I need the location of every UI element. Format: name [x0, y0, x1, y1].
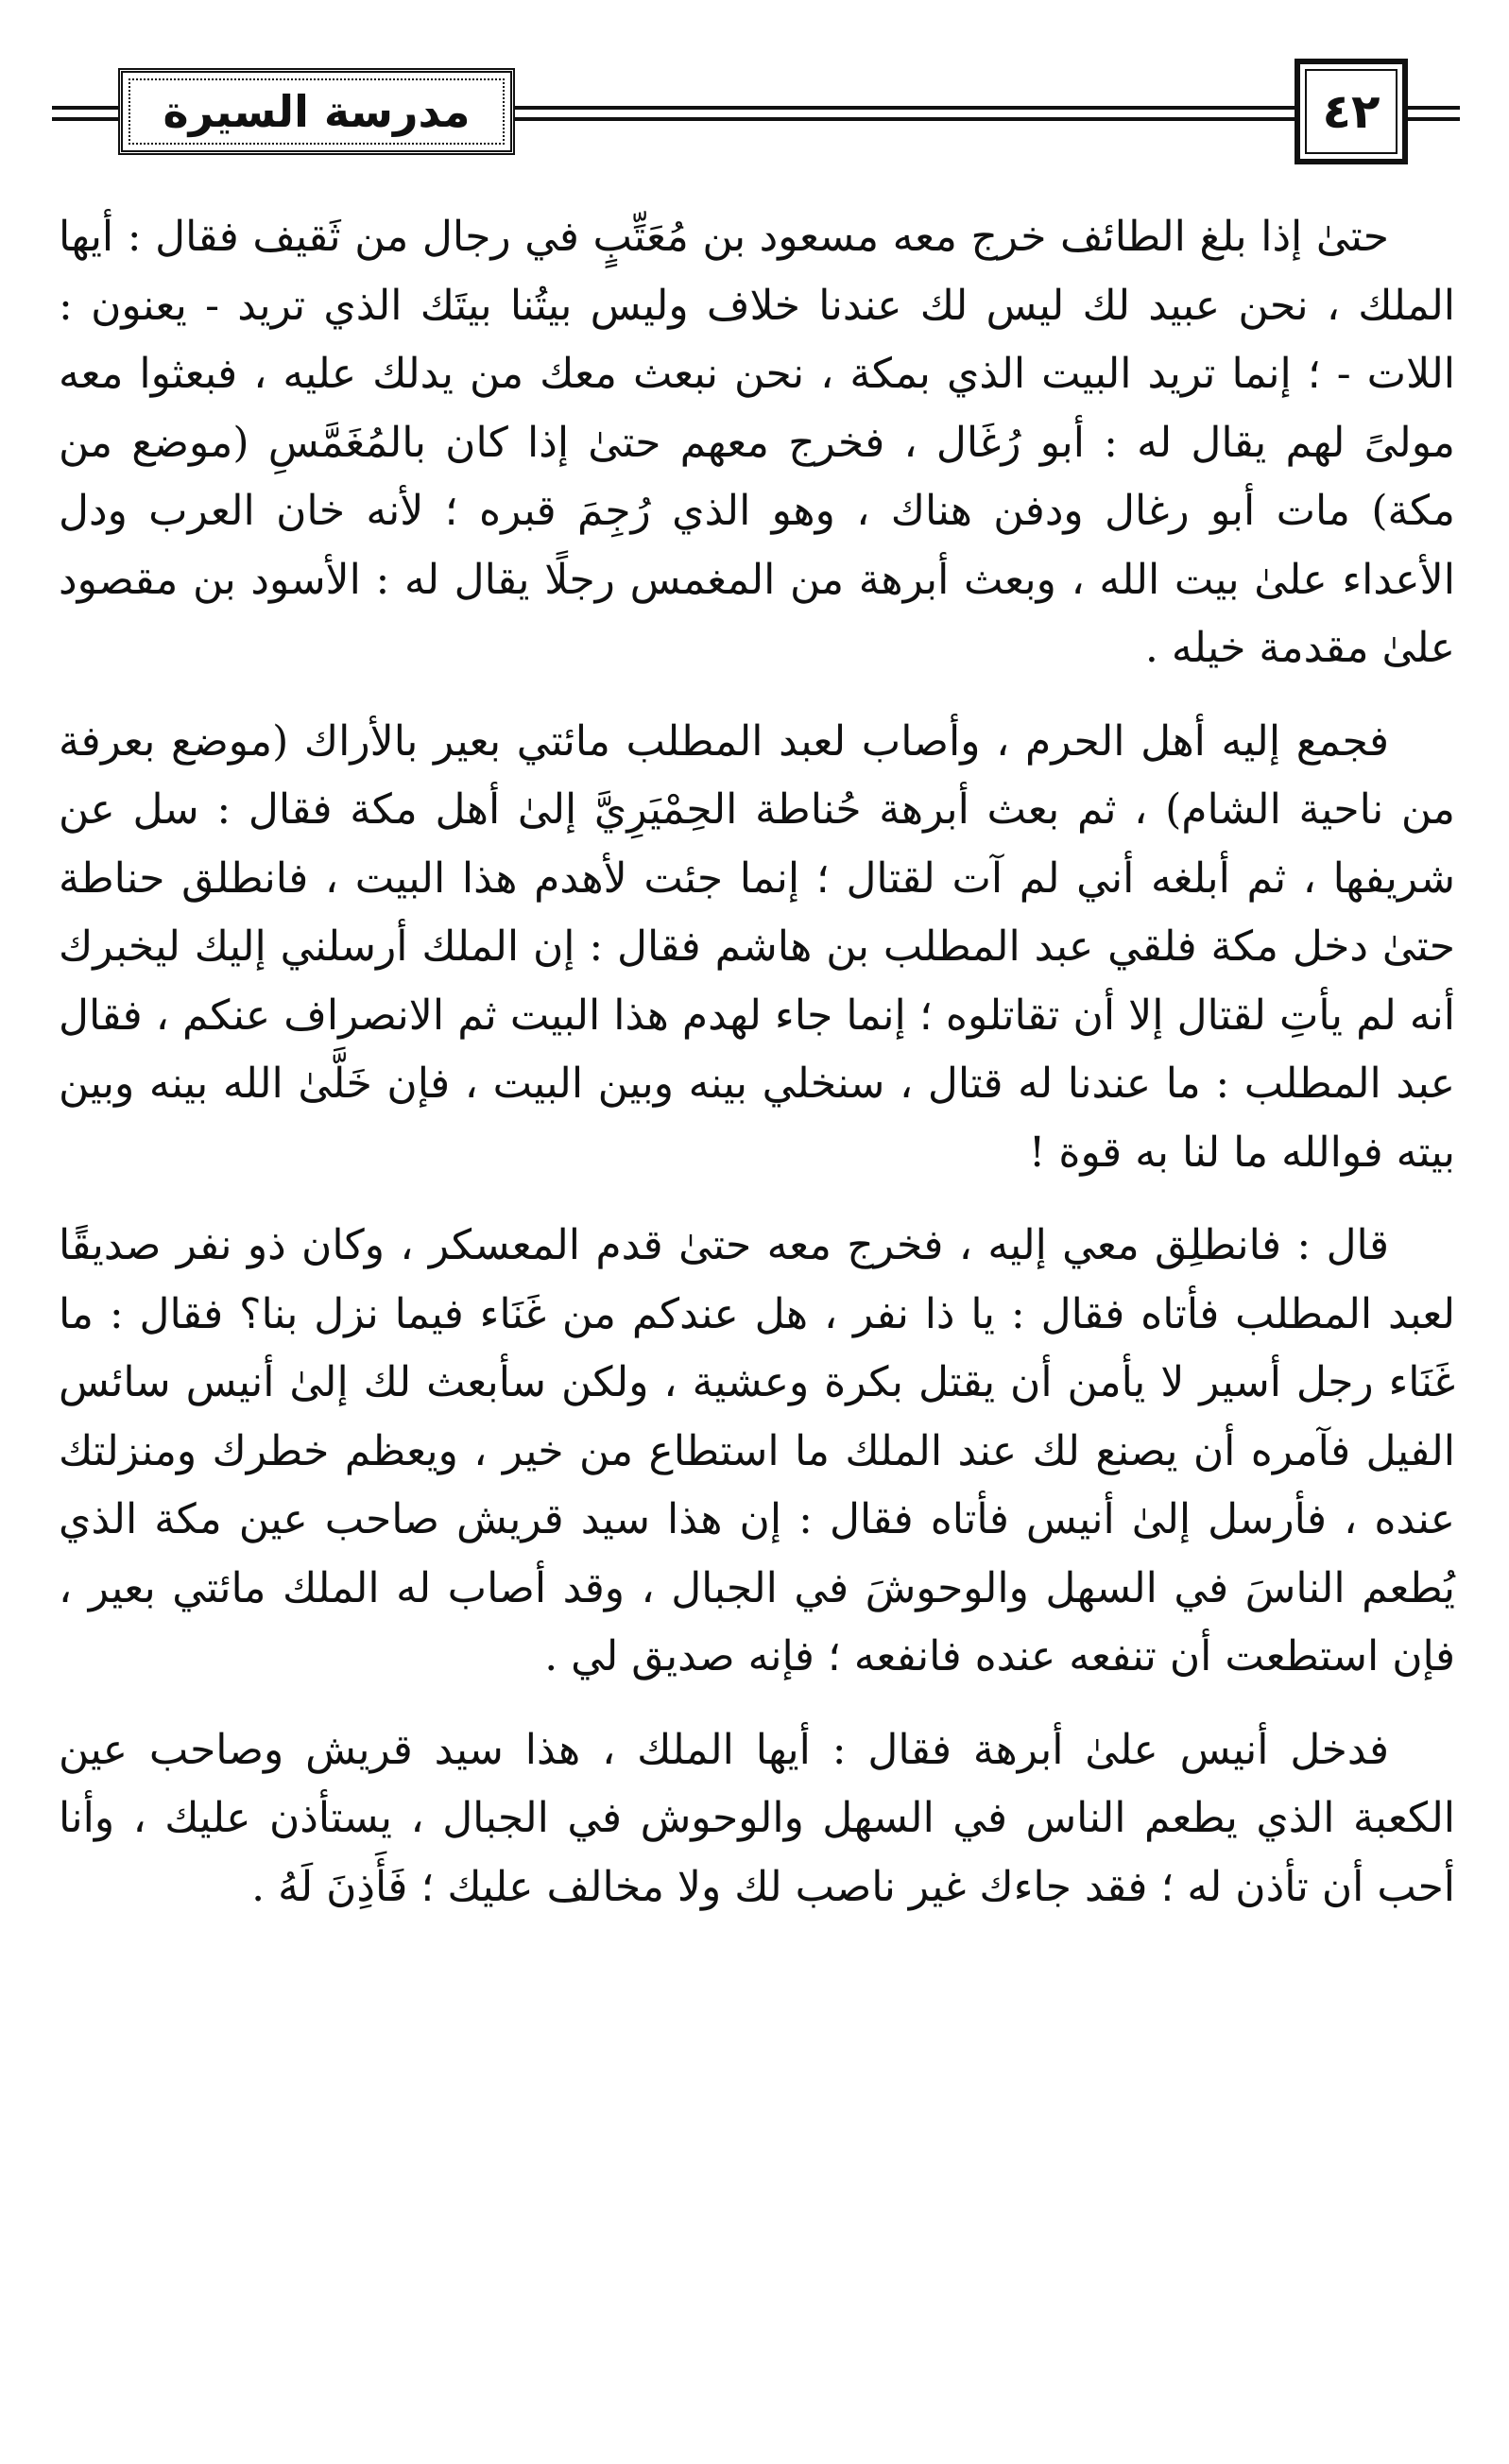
page-body — [59, 203, 1455, 1946]
paragraph: حتىٰ إذا بلغ الطائف خرج معه مسعود بن مُعَتِّبٍ في رجال من ثَقيف فقال : أيها الملك ، نحن عبيد لك ليس لك عندنا خلاف وليس بيتُنا بيتَك الذي تريد - يعنون : اللات - ؛ إنما تريد البيت الذي بمكة ، نحن نبعث معك من يدلك عليه ، فبعثوا معه مولىً لهم يقال له : أبو رُغَال ، فخرج معهم حتىٰ إذا كان بالمُغَمَّسِ (موضع من مكة) مات أبو رغال ودفن هناك ، وهو الذي رُجِمَ قبره ؛ لأنه خان العرب ودل الأعداء علىٰ بيت الله ، وبعث أبرهة من المغمس رجلًا يقال له : الأسود بن مقصود علىٰ مقدمة خيله . — [59, 213, 1455, 672]
book-title: مدرسة السيرة — [163, 86, 471, 137]
page-number-frame — [1295, 59, 1408, 164]
paragraph: فجمع إليه أهل الحرم ، وأصاب لعبد المطلب مائتي بعير بالأراك (موضع بعرفة من ناحية الشام) ، ثم بعث أبرهة حُناطة الحِمْيَرِيَّ إلىٰ أهل مكة فقال : سل عن شريفها ، ثم أبلغه أني لم آت لقتال ؛ إنما جئت لأهدم هذا البيت ، فانطلق حناطة حتىٰ دخل مكة فلقي عبد المطلب بن هاشم فقال : إن الملك أرسلني إليك ليخبرك أنه لم يأتِ لقتال إلا أن تقاتلوه ؛ إنما جاء لهدم هذا البيت ثم الانصراف عنكم ، فقال عبد المطلب : ما عندنا له قتال ، سنخلي بينه وبين البيت ، فإن خَلَّىٰ الله بينه وبين بيته فوالله ما لنا به قوة ! — [59, 716, 1455, 1177]
page-header — [52, 57, 1460, 170]
paragraph: قال : فانطلِق معي إليه ، فخرج معه حتىٰ قدم المعسكر ، وكان ذو نفر صديقًا لعبد المطلب فأتاه فقال : يا ذا نفر ، هل عندكم من غَنَاء فيما نزل بنا؟ فقال : ما غَنَاء رجل أسير لا يأمن أن يقتل بكرة وعشية ، ولكن سأبعث لك إلىٰ أنيس سائس الفيل فآمره أن يصنع لك عند الملك ما استطاع من خير ، ويعظم خطرك ومنزلتك عنده ، فأرسل إلىٰ أنيس فأتاه فقال : إن هذا سيد قريش صاحب عين مكة الذي يُطعم الناسَ في السهل والوحوشَ في الجبال ، وقد أصاب له الملك مائتي بعير ، فإن استطعت أن تنفعه عنده فانفعه ؛ فإنه صديق لي . — [59, 1221, 1456, 1680]
page-number: ٤٢ — [1322, 84, 1380, 139]
paragraph: فدخل أنيس علىٰ أبرهة فقال : أيها الملك ، هذا سيد قريش وصاحب عين الكعبة الذي يطعم الناس في السهل والوحوش في الجبال ، يستأذن عليك ، وأنا أحب أن تأذن له ؛ فقد جاءك غير ناصب لك ولا مخالف عليك ؛ فَأَذِنَ لَهُ . — [59, 1725, 1455, 1911]
book-title-frame — [118, 68, 515, 155]
